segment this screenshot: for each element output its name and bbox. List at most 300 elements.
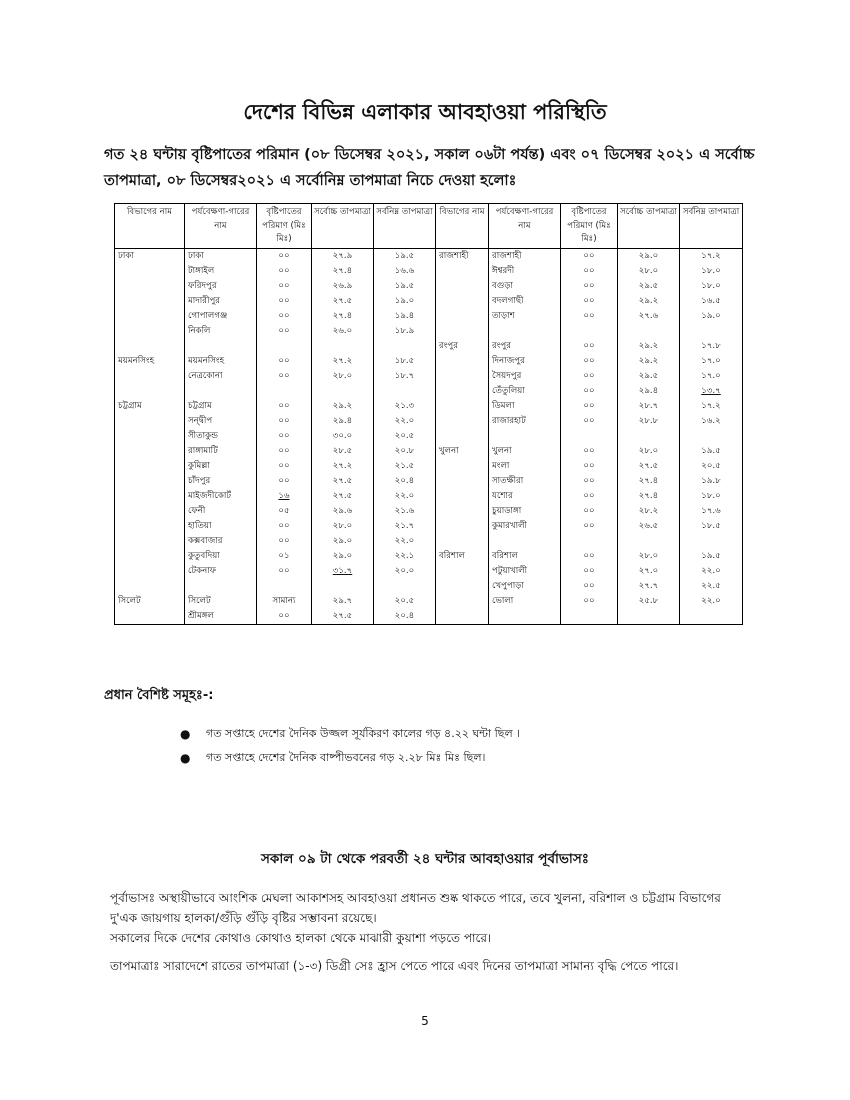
features-list xyxy=(180,722,520,770)
cell-rainfall xyxy=(257,384,312,399)
feature-text: গত সপ্তাহে দেশের দৈনিক উজ্জল সূর্যকিরণ কালের গড় ৪.২২ ঘন্টা ছিল । xyxy=(206,727,521,740)
header-max-temp: সর্বোচ্চ তাপমাত্রা xyxy=(312,204,374,249)
list-item xyxy=(180,722,520,746)
cell-max-temp: ২৭.২ xyxy=(312,354,374,369)
cell-min-temp: ১৭.০ xyxy=(680,369,743,384)
cell-station: রাজশাহী xyxy=(489,248,561,264)
cell-max-temp: ২৭.৪ xyxy=(312,264,374,279)
cell-min-temp: ১৭.০ xyxy=(680,354,743,369)
cell-max-temp: ২৯.২ xyxy=(312,399,374,414)
cell-min-temp: ১৭.২ xyxy=(680,248,743,264)
cell-max-temp: ২৭.৫ xyxy=(618,459,680,474)
cell-min-temp: ১৮.৫ xyxy=(374,354,436,369)
cell-min-temp: ২১.৫ xyxy=(374,459,436,474)
cell-max-temp: ২৬.৯ xyxy=(312,279,374,294)
cell-max-temp: ২৯.৬ xyxy=(312,504,374,519)
cell-division: খুলনা xyxy=(436,444,489,459)
table-header-row xyxy=(115,204,743,249)
cell-max-temp: ২৬.০ xyxy=(312,324,374,339)
cell-rainfall: ০০ xyxy=(257,474,312,489)
cell-rainfall: ০০ xyxy=(257,534,312,549)
cell-min-temp: ১৯.৫ xyxy=(680,444,743,459)
cell-division xyxy=(115,384,185,399)
intro-paragraph: গত ২৪ ঘন্টায় বৃষ্টিপাতের পরিমান (০৮ ডিসেম্বর ২০২১, সকাল ০৬টা পর্যন্ত) এবং ০৭ ডিসেম্বর ২০২১ এ সর্বোচ্চ তাপমাত্রা, ০৮ ডিসেম্বর২০২১ এ সর্বোনিম্ন তাপমাত্রা নিচে দেওয়া হলোঃ xyxy=(104,147,755,189)
cell-max-temp: ২৭.৫ xyxy=(312,294,374,309)
cell-rainfall xyxy=(257,579,312,594)
cell-station: কুতুবদিয়া xyxy=(185,549,257,564)
table-row xyxy=(115,369,743,384)
cell-station: কুমারখালী xyxy=(489,519,561,534)
cell-rainfall: ০০ xyxy=(561,309,618,324)
cell-station: যশোর xyxy=(489,489,561,504)
cell-min-temp: ১৯.৮ xyxy=(680,474,743,489)
cell-min-temp: ১৩.৭ xyxy=(680,384,743,399)
cell-station: বরিশাল xyxy=(489,549,561,564)
cell-station xyxy=(489,324,561,339)
cell-min-temp xyxy=(374,384,436,399)
cell-min-temp: ১৮.৯ xyxy=(374,324,436,339)
cell-max-temp: ২৭.০ xyxy=(618,564,680,579)
cell-max-temp: ২৮.৭ xyxy=(618,399,680,414)
cell-min-temp: ২২.০ xyxy=(374,414,436,429)
cell-division: সিলেট xyxy=(115,594,185,609)
cell-rainfall: ০০ xyxy=(561,444,618,459)
page-title: দেশের বিভিন্ন এলাকার আবহাওয়া পরিস্থিতি xyxy=(243,100,607,124)
cell-division xyxy=(115,294,185,309)
cell-division xyxy=(436,384,489,399)
cell-station: চুয়াডাঙ্গা xyxy=(489,504,561,519)
cell-division xyxy=(436,279,489,294)
cell-min-temp: ২০.৪ xyxy=(374,609,436,625)
cell-min-temp: ১৮.০ xyxy=(680,279,743,294)
cell-station: সন্দ্বীপ xyxy=(185,414,257,429)
cell-station: খুলনা xyxy=(489,444,561,459)
cell-min-temp: ২২.০ xyxy=(680,594,743,609)
cell-division xyxy=(436,264,489,279)
header-rainfall: বৃষ্টিপাতের পরিমাণ (মিঃ মিঃ) xyxy=(257,204,312,249)
cell-max-temp: ২৭.৯ xyxy=(312,248,374,264)
header-station: পর্যবেক্ষণা-গারের নাম xyxy=(185,204,257,249)
cell-station: সীতাকুন্ড xyxy=(185,429,257,444)
cell-station: পটুয়াখালী xyxy=(489,564,561,579)
cell-rainfall: ০০ xyxy=(561,594,618,609)
cell-min-temp: ১৮.৭ xyxy=(374,369,436,384)
cell-min-temp: ১৭.৮ xyxy=(680,339,743,354)
cell-station: বগুড়া xyxy=(489,279,561,294)
table-row xyxy=(115,504,743,519)
cell-rainfall: ০০ xyxy=(257,309,312,324)
cell-min-temp xyxy=(374,339,436,354)
cell-rainfall xyxy=(561,609,618,625)
cell-max-temp: ২৭.২ xyxy=(312,459,374,474)
features-heading: প্রধান বৈশিষ্ট সমূহঃ-: xyxy=(104,688,214,703)
cell-rainfall: ০০ xyxy=(257,414,312,429)
cell-station: মাইজদীকোর্ট xyxy=(185,489,257,504)
cell-min-temp xyxy=(680,429,743,444)
cell-max-temp: ২৮.০ xyxy=(618,549,680,564)
table-row xyxy=(115,564,743,579)
cell-rainfall: ০০ xyxy=(561,459,618,474)
table-row xyxy=(115,279,743,294)
cell-division xyxy=(436,294,489,309)
table-row xyxy=(115,248,743,264)
cell-station: চট্টগ্রাম xyxy=(185,399,257,414)
cell-rainfall: ০০ xyxy=(257,354,312,369)
cell-max-temp: ২৮.৮ xyxy=(618,414,680,429)
cell-division xyxy=(115,564,185,579)
cell-division xyxy=(436,474,489,489)
cell-rainfall: ০০ xyxy=(561,354,618,369)
cell-rainfall: ০০ xyxy=(257,399,312,414)
cell-division xyxy=(115,474,185,489)
cell-station: ভোলা xyxy=(489,594,561,609)
cell-division xyxy=(436,459,489,474)
cell-max-temp: ২৮.০ xyxy=(618,444,680,459)
forecast-paragraph: পূর্বাভাসঃ অস্থায়ীভাবে আংশিক মেঘলা আকাশসহ আবহাওয়া প্রধানত শুষ্ক থাকতে পারে, তবে খুলনা, বরিশাল ও চট্টগ্রাম বিভাগের দু'এক জায়গায় হালকা/গুঁড়ি গুঁড়ি বৃষ্টির সম্ভাবনা রয়েছে। xyxy=(110,891,721,925)
cell-division xyxy=(436,579,489,594)
cell-rainfall: ০০ xyxy=(561,294,618,309)
cell-max-temp: ২৮.০ xyxy=(312,519,374,534)
cell-division xyxy=(115,309,185,324)
cell-max-temp: ২৬.৫ xyxy=(618,519,680,534)
table-row xyxy=(115,594,743,609)
cell-division xyxy=(115,534,185,549)
cell-rainfall: ০০ xyxy=(561,369,618,384)
cell-division: রংপুর xyxy=(436,339,489,354)
cell-rainfall: ০০ xyxy=(257,264,312,279)
cell-station xyxy=(489,534,561,549)
cell-division: ময়মনসিংহ xyxy=(115,354,185,369)
cell-division: চট্টগ্রাম xyxy=(115,399,185,414)
cell-max-temp: ২৯.৪ xyxy=(618,384,680,399)
cell-max-temp: ২৭.৭ xyxy=(618,579,680,594)
cell-station: সাতক্ষীরা xyxy=(489,474,561,489)
cell-min-temp: ১৮.০ xyxy=(680,489,743,504)
cell-station: ঈশ্বরদী xyxy=(489,264,561,279)
cell-min-temp: ১৬.৫ xyxy=(680,294,743,309)
table-row xyxy=(115,429,743,444)
cell-rainfall xyxy=(257,339,312,354)
cell-rainfall: ০০ xyxy=(561,549,618,564)
table-row xyxy=(115,549,743,564)
cell-division xyxy=(436,594,489,609)
cell-rainfall: ০০ xyxy=(257,324,312,339)
cell-max-temp xyxy=(312,579,374,594)
cell-division xyxy=(115,444,185,459)
cell-rainfall: ০০ xyxy=(561,474,618,489)
table-row xyxy=(115,384,743,399)
cell-min-temp: ২২.৫ xyxy=(680,579,743,594)
cell-division xyxy=(115,519,185,534)
cell-max-temp: ২৮.০ xyxy=(618,264,680,279)
table-row xyxy=(115,324,743,339)
cell-min-temp: ২২.০ xyxy=(374,489,436,504)
cell-max-temp: ২৯.২ xyxy=(618,354,680,369)
table-row xyxy=(115,294,743,309)
header-station: পর্যবেক্ষণা-গারের নাম xyxy=(489,204,561,249)
table-row xyxy=(115,489,743,504)
cell-station: শ্রীমঙ্গল xyxy=(185,609,257,625)
cell-min-temp: ১৮.৫ xyxy=(680,519,743,534)
cell-division xyxy=(115,504,185,519)
cell-division xyxy=(436,309,489,324)
cell-rainfall: ০০ xyxy=(257,459,312,474)
cell-station: বদলগাছী xyxy=(489,294,561,309)
cell-station: ফেনী xyxy=(185,504,257,519)
cell-min-temp: ২২.০ xyxy=(680,564,743,579)
cell-rainfall: ০০ xyxy=(257,444,312,459)
cell-division xyxy=(436,504,489,519)
cell-min-temp: ২১.৬ xyxy=(374,504,436,519)
cell-station: কক্সবাজার xyxy=(185,534,257,549)
cell-max-temp: ২৮.০ xyxy=(312,369,374,384)
table-row xyxy=(115,414,743,429)
cell-station: ডিমলা xyxy=(489,399,561,414)
cell-station: টেকনাফ xyxy=(185,564,257,579)
cell-division xyxy=(115,609,185,625)
cell-station: রাজারহাট xyxy=(489,414,561,429)
cell-rainfall: ০০ xyxy=(257,609,312,625)
cell-station: সৈয়দপুর xyxy=(489,369,561,384)
cell-min-temp: ২০.৫ xyxy=(374,429,436,444)
cell-rainfall: ০০ xyxy=(257,369,312,384)
cell-division xyxy=(115,549,185,564)
cell-min-temp: ২০.৮ xyxy=(374,444,436,459)
cell-division xyxy=(115,459,185,474)
cell-max-temp: ৩১.৭ xyxy=(312,564,374,579)
cell-rainfall: ০০ xyxy=(561,564,618,579)
cell-max-temp: ২৮.৫ xyxy=(312,444,374,459)
cell-division xyxy=(436,609,489,625)
cell-max-temp: ২৭.৫ xyxy=(312,474,374,489)
cell-station: ঢাকা xyxy=(185,248,257,264)
cell-rainfall: ০১ xyxy=(257,549,312,564)
table-row xyxy=(115,339,743,354)
cell-division xyxy=(436,519,489,534)
cell-station: রংপুর xyxy=(489,339,561,354)
header-rainfall: বৃষ্টিপাতের পরিমাণ (মিঃ মিঃ) xyxy=(561,204,618,249)
cell-max-temp: ২৮.২ xyxy=(618,504,680,519)
cell-station: নিকলি xyxy=(185,324,257,339)
cell-station: গোপালগঞ্জ xyxy=(185,309,257,324)
cell-max-temp xyxy=(618,429,680,444)
cell-min-temp xyxy=(680,324,743,339)
cell-max-temp: ২৯.০ xyxy=(312,549,374,564)
cell-min-temp: ২০.৫ xyxy=(680,459,743,474)
cell-station: সিলেট xyxy=(185,594,257,609)
table-body xyxy=(115,248,743,624)
cell-min-temp: ১৬.২ xyxy=(680,414,743,429)
cell-station xyxy=(489,609,561,625)
cell-station xyxy=(489,429,561,444)
cell-min-temp: ২২.০ xyxy=(374,534,436,549)
cell-rainfall: ০০ xyxy=(561,504,618,519)
cell-max-temp: ২৭.৬ xyxy=(618,309,680,324)
cell-max-temp: ২৭.৪ xyxy=(618,474,680,489)
cell-max-temp: ২৭.৪ xyxy=(312,309,374,324)
temperature-paragraph: তাপমাত্রাঃ সারাদেশে রাতের তাপমাত্রা (১-৩) ডিগ্রী সেঃ হ্রাস পেতে পারে এবং দিনের তাপমাত্রা সামান্য বৃদ্ধি পেতে পারে। xyxy=(110,959,679,973)
cell-min-temp: ১৯.৫ xyxy=(374,248,436,264)
forecast-heading: সকাল ০৯ টা থেকে পরবর্তী ২৪ ঘন্টার আবহাওয়ার পূর্বাভাসঃ xyxy=(261,851,589,867)
table-row xyxy=(115,519,743,534)
cell-station: তাড়াশ xyxy=(489,309,561,324)
cell-division xyxy=(436,324,489,339)
cell-min-temp: ১৭.২ xyxy=(680,399,743,414)
cell-min-temp: ২০.৫ xyxy=(374,594,436,609)
list-item xyxy=(180,746,520,770)
table-row xyxy=(115,444,743,459)
feature-text: গত সপ্তাহে দেশের দৈনিক বাষ্পীভবনের গড় ২.২৮ মিঃ মিঃ ছিল। xyxy=(206,751,486,764)
cell-division xyxy=(115,279,185,294)
cell-rainfall: ০০ xyxy=(561,248,618,264)
cell-station: টাঙ্গাইল xyxy=(185,264,257,279)
table-row xyxy=(115,474,743,489)
cell-min-temp: ১৬.৬ xyxy=(374,264,436,279)
cell-rainfall: ১৬ xyxy=(257,489,312,504)
cell-max-temp: ২৯.২ xyxy=(618,339,680,354)
cell-max-temp: ২৯.০ xyxy=(312,534,374,549)
table-row xyxy=(115,459,743,474)
cell-max-temp: ২৫.৮ xyxy=(618,594,680,609)
cell-division xyxy=(436,414,489,429)
table-row xyxy=(115,354,743,369)
cell-station xyxy=(185,579,257,594)
cell-division: রাজশাহী xyxy=(436,248,489,264)
cell-rainfall xyxy=(561,429,618,444)
table-row xyxy=(115,309,743,324)
page-number: 5 xyxy=(421,1014,429,1028)
cell-min-temp: ২১.৩ xyxy=(374,399,436,414)
cell-max-temp: ২৯.২ xyxy=(618,294,680,309)
header-max-temp: সর্বোচ্চ তাপমাত্রা xyxy=(618,204,680,249)
cell-min-temp: ১৯.০ xyxy=(680,309,743,324)
cell-rainfall: ০০ xyxy=(257,279,312,294)
bullet-icon: ● xyxy=(180,751,191,765)
cell-division xyxy=(436,489,489,504)
table-row xyxy=(115,534,743,549)
cell-rainfall: ০০ xyxy=(561,339,618,354)
cell-max-temp: ৩০.০ xyxy=(312,429,374,444)
cell-division xyxy=(436,399,489,414)
header-division: বিভাগের নাম xyxy=(436,204,489,249)
cell-station: মংলা xyxy=(489,459,561,474)
cell-rainfall: ০০ xyxy=(561,489,618,504)
cell-division xyxy=(436,354,489,369)
cell-min-temp xyxy=(374,579,436,594)
cell-rainfall: ০০ xyxy=(257,248,312,264)
cell-min-temp xyxy=(680,609,743,625)
cell-station xyxy=(185,339,257,354)
cell-max-temp xyxy=(618,324,680,339)
cell-rainfall xyxy=(561,324,618,339)
cell-rainfall: ০০ xyxy=(257,564,312,579)
cell-division xyxy=(115,264,185,279)
weather-observation-table xyxy=(114,203,743,625)
cell-min-temp: ১৯.৫ xyxy=(680,549,743,564)
table-row xyxy=(115,399,743,414)
cell-station: তেঁতুলিয়া xyxy=(489,384,561,399)
cell-max-temp: ২৯.০ xyxy=(618,248,680,264)
cell-rainfall: ০০ xyxy=(561,519,618,534)
cell-rainfall xyxy=(561,534,618,549)
cell-max-temp xyxy=(312,339,374,354)
cell-division: বরিশাল xyxy=(436,549,489,564)
cell-min-temp: ২১.৭ xyxy=(374,519,436,534)
cell-station: দিনাজপুর xyxy=(489,354,561,369)
cell-min-temp: ২২.১ xyxy=(374,549,436,564)
cell-division xyxy=(115,369,185,384)
table-row xyxy=(115,609,743,625)
cell-division xyxy=(115,324,185,339)
cell-station: নেত্রকোনা xyxy=(185,369,257,384)
cell-station: কুমিল্লা xyxy=(185,459,257,474)
cell-max-temp: ২৯.৭ xyxy=(312,594,374,609)
cell-division xyxy=(436,369,489,384)
cell-max-temp: ২৭.৫ xyxy=(312,609,374,625)
cell-rainfall: ০০ xyxy=(257,294,312,309)
cell-max-temp: ২৯.৫ xyxy=(618,369,680,384)
cell-rainfall: ০০ xyxy=(561,264,618,279)
header-min-temp: সর্বনিম্ন তাপমাত্রা xyxy=(374,204,436,249)
cell-max-temp xyxy=(312,384,374,399)
cell-max-temp: ২৯.৪ xyxy=(312,414,374,429)
cell-division xyxy=(115,429,185,444)
cell-station: হাতিয়া xyxy=(185,519,257,534)
cell-rainfall: ০০ xyxy=(257,519,312,534)
cell-min-temp: ১৮.০ xyxy=(680,264,743,279)
cell-station: রাঙ্গামাটি xyxy=(185,444,257,459)
cell-division: ঢাকা xyxy=(115,248,185,264)
cell-min-temp: ২০.৪ xyxy=(374,474,436,489)
cell-rainfall: ০০ xyxy=(561,384,618,399)
cell-max-temp: ২৯.৫ xyxy=(618,279,680,294)
cell-rainfall: ০০ xyxy=(561,579,618,594)
header-min-temp: সর্বনিম্ন তাপমাত্রা xyxy=(680,204,743,249)
table-row xyxy=(115,264,743,279)
cell-division xyxy=(115,579,185,594)
cell-station: খেপুপাড়া xyxy=(489,579,561,594)
cell-division xyxy=(115,414,185,429)
cell-min-temp: ১৯.০ xyxy=(374,294,436,309)
bullet-icon: ● xyxy=(180,727,191,741)
cell-station: চাঁদপুর xyxy=(185,474,257,489)
cell-max-temp xyxy=(618,534,680,549)
cell-rainfall: ০০ xyxy=(561,399,618,414)
cell-min-temp: ১৯.৫ xyxy=(374,279,436,294)
cell-rainfall: ০০ xyxy=(257,429,312,444)
cell-min-temp: ১৭.৬ xyxy=(680,504,743,519)
table-row xyxy=(115,579,743,594)
cell-min-temp xyxy=(680,534,743,549)
cell-division xyxy=(115,339,185,354)
cell-station: ফরিদপুর xyxy=(185,279,257,294)
cell-division xyxy=(436,564,489,579)
header-division: বিভাগের নাম xyxy=(115,204,185,249)
cell-max-temp xyxy=(618,609,680,625)
cell-division xyxy=(115,489,185,504)
cell-station: মাদারীপুর xyxy=(185,294,257,309)
cell-min-temp: ১৯.৪ xyxy=(374,309,436,324)
cell-rainfall: সামান্য xyxy=(257,594,312,609)
cell-min-temp: ২০.০ xyxy=(374,564,436,579)
cell-station xyxy=(185,384,257,399)
fog-paragraph: সকালের দিকে দেশের কোথাও কোথাও হালকা থেকে মাঝারী কুয়াশা পড়তে পারে। xyxy=(110,931,492,945)
cell-station: ময়মনসিংহ xyxy=(185,354,257,369)
cell-rainfall: ০০ xyxy=(561,279,618,294)
cell-rainfall: ০০ xyxy=(561,414,618,429)
cell-division xyxy=(436,534,489,549)
cell-max-temp: ২৭.৫ xyxy=(312,489,374,504)
